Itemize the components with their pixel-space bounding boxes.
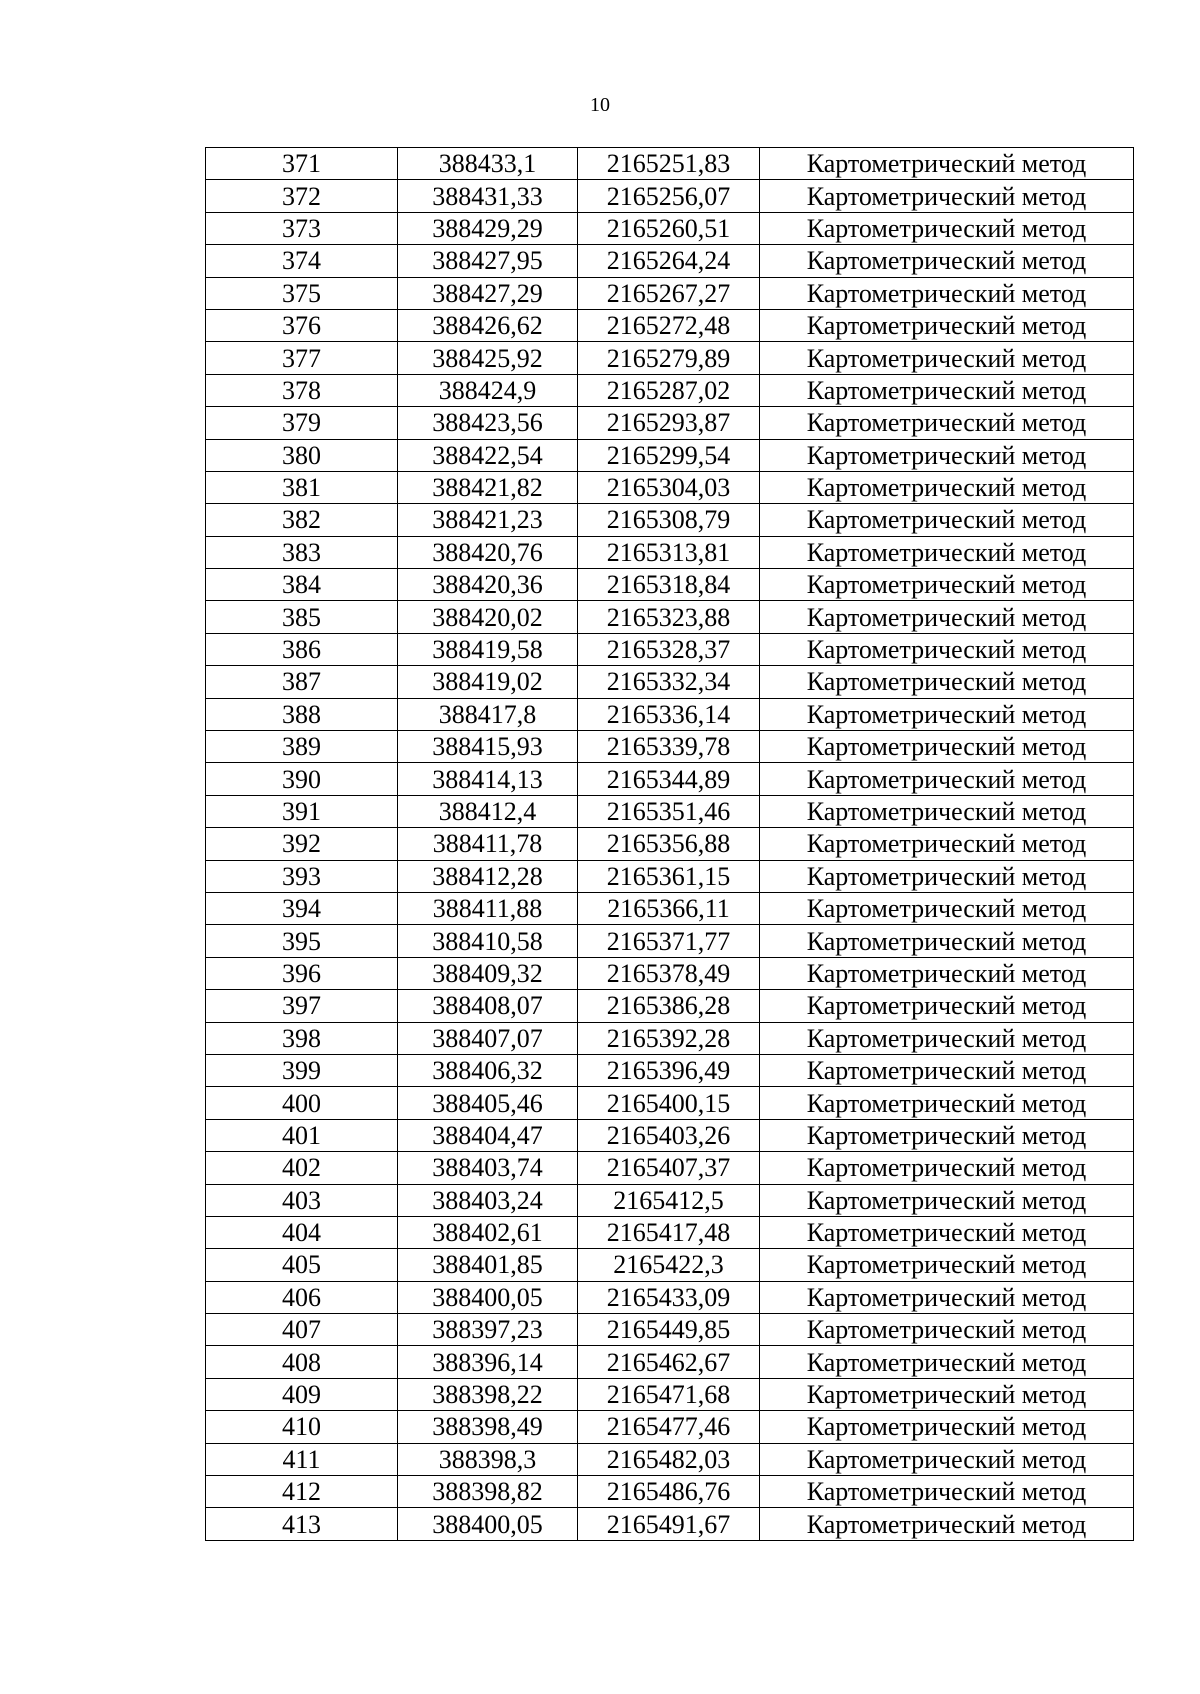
x-coordinate-cell: 388398,82 [398, 1476, 578, 1508]
y-coordinate-cell: 2165308,79 [578, 504, 760, 536]
x-coordinate-cell: 388403,74 [398, 1152, 578, 1184]
x-coordinate-cell: 388398,49 [398, 1411, 578, 1443]
table-row [206, 407, 1134, 439]
x-coordinate-cell: 388406,32 [398, 1054, 578, 1086]
point-number-cell: 371 [206, 148, 398, 180]
point-number-cell: 375 [206, 277, 398, 309]
table-row [206, 990, 1134, 1022]
x-coordinate-cell: 388420,02 [398, 601, 578, 633]
method-cell: Картометрический метод [760, 633, 1134, 665]
point-number-cell: 400 [206, 1087, 398, 1119]
point-number-cell: 396 [206, 957, 398, 989]
point-number-cell: 377 [206, 342, 398, 374]
point-number-cell: 390 [206, 763, 398, 795]
method-cell: Картометрический метод [760, 698, 1134, 730]
point-number-cell: 408 [206, 1346, 398, 1378]
x-coordinate-cell: 388403,24 [398, 1184, 578, 1216]
table-row [206, 1346, 1134, 1378]
method-cell: Картометрический метод [760, 504, 1134, 536]
point-number-cell: 397 [206, 990, 398, 1022]
point-number-cell: 409 [206, 1378, 398, 1410]
x-coordinate-cell: 388414,13 [398, 763, 578, 795]
table-row [206, 148, 1134, 180]
point-number-cell: 402 [206, 1152, 398, 1184]
x-coordinate-cell: 388419,58 [398, 633, 578, 665]
y-coordinate-cell: 2165386,28 [578, 990, 760, 1022]
method-cell: Картометрический метод [760, 601, 1134, 633]
method-cell: Картометрический метод [760, 1152, 1134, 1184]
x-coordinate-cell: 388424,9 [398, 374, 578, 406]
table-row [206, 1216, 1134, 1248]
point-number-cell: 394 [206, 892, 398, 924]
table-row [206, 731, 1134, 763]
method-cell: Картометрический метод [760, 1184, 1134, 1216]
y-coordinate-cell: 2165412,5 [578, 1184, 760, 1216]
coordinates-table-body [206, 148, 1134, 1541]
table-row [206, 245, 1134, 277]
table-row [206, 471, 1134, 503]
y-coordinate-cell: 2165433,09 [578, 1281, 760, 1313]
y-coordinate-cell: 2165264,24 [578, 245, 760, 277]
point-number-cell: 385 [206, 601, 398, 633]
y-coordinate-cell: 2165407,37 [578, 1152, 760, 1184]
point-number-cell: 387 [206, 666, 398, 698]
coordinates-table [205, 147, 1134, 1541]
table-row [206, 601, 1134, 633]
method-cell: Картометрический метод [760, 569, 1134, 601]
method-cell: Картометрический метод [760, 795, 1134, 827]
table-row [206, 1411, 1134, 1443]
point-number-cell: 407 [206, 1314, 398, 1346]
x-coordinate-cell: 388419,02 [398, 666, 578, 698]
x-coordinate-cell: 388410,58 [398, 925, 578, 957]
x-coordinate-cell: 388433,1 [398, 148, 578, 180]
point-number-cell: 382 [206, 504, 398, 536]
method-cell: Картометрический метод [760, 860, 1134, 892]
point-number-cell: 412 [206, 1476, 398, 1508]
table-row [206, 374, 1134, 406]
y-coordinate-cell: 2165449,85 [578, 1314, 760, 1346]
x-coordinate-cell: 388400,05 [398, 1508, 578, 1540]
y-coordinate-cell: 2165417,48 [578, 1216, 760, 1248]
point-number-cell: 399 [206, 1054, 398, 1086]
x-coordinate-cell: 388415,93 [398, 731, 578, 763]
y-coordinate-cell: 2165279,89 [578, 342, 760, 374]
method-cell: Картометрический метод [760, 536, 1134, 568]
table-row [206, 569, 1134, 601]
table-row [206, 1119, 1134, 1151]
table-row [206, 1443, 1134, 1475]
table-row [206, 666, 1134, 698]
y-coordinate-cell: 2165351,46 [578, 795, 760, 827]
point-number-cell: 384 [206, 569, 398, 601]
table-row [206, 795, 1134, 827]
point-number-cell: 391 [206, 795, 398, 827]
point-number-cell: 376 [206, 309, 398, 341]
y-coordinate-cell: 2165267,27 [578, 277, 760, 309]
method-cell: Картометрический метод [760, 925, 1134, 957]
table-row [206, 1087, 1134, 1119]
method-cell: Картометрический метод [760, 892, 1134, 924]
method-cell: Картометрический метод [760, 990, 1134, 1022]
point-number-cell: 373 [206, 212, 398, 244]
y-coordinate-cell: 2165361,15 [578, 860, 760, 892]
point-number-cell: 380 [206, 439, 398, 471]
table-row [206, 1184, 1134, 1216]
method-cell: Картометрический метод [760, 1476, 1134, 1508]
y-coordinate-cell: 2165356,88 [578, 828, 760, 860]
method-cell: Картометрический метод [760, 1119, 1134, 1151]
table-row [206, 1508, 1134, 1540]
table-row [206, 698, 1134, 730]
method-cell: Картометрический метод [760, 1216, 1134, 1248]
method-cell: Картометрический метод [760, 277, 1134, 309]
table-row [206, 1054, 1134, 1086]
point-number-cell: 406 [206, 1281, 398, 1313]
point-number-cell: 398 [206, 1022, 398, 1054]
table-row [206, 860, 1134, 892]
method-cell: Картометрический метод [760, 245, 1134, 277]
method-cell: Картометрический метод [760, 1087, 1134, 1119]
y-coordinate-cell: 2165486,76 [578, 1476, 760, 1508]
method-cell: Картометрический метод [760, 1411, 1134, 1443]
x-coordinate-cell: 388429,29 [398, 212, 578, 244]
method-cell: Картометрический метод [760, 1281, 1134, 1313]
method-cell: Картометрический метод [760, 471, 1134, 503]
y-coordinate-cell: 2165299,54 [578, 439, 760, 471]
method-cell: Картометрический метод [760, 1346, 1134, 1378]
x-coordinate-cell: 388402,61 [398, 1216, 578, 1248]
method-cell: Картометрический метод [760, 666, 1134, 698]
method-cell: Картометрический метод [760, 957, 1134, 989]
method-cell: Картометрический метод [760, 148, 1134, 180]
table-row [206, 892, 1134, 924]
method-cell: Картометрический метод [760, 1314, 1134, 1346]
x-coordinate-cell: 388411,78 [398, 828, 578, 860]
table-row [206, 957, 1134, 989]
y-coordinate-cell: 2165293,87 [578, 407, 760, 439]
x-coordinate-cell: 388420,76 [398, 536, 578, 568]
table-row [206, 1476, 1134, 1508]
y-coordinate-cell: 2165256,07 [578, 180, 760, 212]
table-row [206, 633, 1134, 665]
y-coordinate-cell: 2165251,83 [578, 148, 760, 180]
point-number-cell: 386 [206, 633, 398, 665]
table-row [206, 1314, 1134, 1346]
method-cell: Картометрический метод [760, 374, 1134, 406]
y-coordinate-cell: 2165366,11 [578, 892, 760, 924]
y-coordinate-cell: 2165287,02 [578, 374, 760, 406]
table-row [206, 828, 1134, 860]
table-row [206, 180, 1134, 212]
point-number-cell: 388 [206, 698, 398, 730]
table-row [206, 1378, 1134, 1410]
y-coordinate-cell: 2165471,68 [578, 1378, 760, 1410]
point-number-cell: 405 [206, 1249, 398, 1281]
point-number-cell: 378 [206, 374, 398, 406]
x-coordinate-cell: 388421,82 [398, 471, 578, 503]
point-number-cell: 395 [206, 925, 398, 957]
y-coordinate-cell: 2165304,03 [578, 471, 760, 503]
y-coordinate-cell: 2165272,48 [578, 309, 760, 341]
table-row [206, 212, 1134, 244]
point-number-cell: 404 [206, 1216, 398, 1248]
method-cell: Картометрический метод [760, 1378, 1134, 1410]
y-coordinate-cell: 2165378,49 [578, 957, 760, 989]
x-coordinate-cell: 388397,23 [398, 1314, 578, 1346]
point-number-cell: 410 [206, 1411, 398, 1443]
y-coordinate-cell: 2165482,03 [578, 1443, 760, 1475]
table-row [206, 277, 1134, 309]
y-coordinate-cell: 2165332,34 [578, 666, 760, 698]
table-row [206, 504, 1134, 536]
y-coordinate-cell: 2165422,3 [578, 1249, 760, 1281]
method-cell: Картометрический метод [760, 212, 1134, 244]
x-coordinate-cell: 388431,33 [398, 180, 578, 212]
y-coordinate-cell: 2165491,67 [578, 1508, 760, 1540]
x-coordinate-cell: 388408,07 [398, 990, 578, 1022]
method-cell: Картометрический метод [760, 1054, 1134, 1086]
method-cell: Картометрический метод [760, 828, 1134, 860]
y-coordinate-cell: 2165260,51 [578, 212, 760, 244]
method-cell: Картометрический метод [760, 763, 1134, 795]
y-coordinate-cell: 2165323,88 [578, 601, 760, 633]
method-cell: Картометрический метод [760, 1249, 1134, 1281]
point-number-cell: 379 [206, 407, 398, 439]
x-coordinate-cell: 388398,22 [398, 1378, 578, 1410]
method-cell: Картометрический метод [760, 342, 1134, 374]
y-coordinate-cell: 2165403,26 [578, 1119, 760, 1151]
point-number-cell: 389 [206, 731, 398, 763]
y-coordinate-cell: 2165400,15 [578, 1087, 760, 1119]
x-coordinate-cell: 388427,95 [398, 245, 578, 277]
y-coordinate-cell: 2165477,46 [578, 1411, 760, 1443]
y-coordinate-cell: 2165462,67 [578, 1346, 760, 1378]
x-coordinate-cell: 388425,92 [398, 342, 578, 374]
table-row [206, 342, 1134, 374]
y-coordinate-cell: 2165371,77 [578, 925, 760, 957]
point-number-cell: 392 [206, 828, 398, 860]
method-cell: Картометрический метод [760, 731, 1134, 763]
method-cell: Картометрический метод [760, 180, 1134, 212]
x-coordinate-cell: 388404,47 [398, 1119, 578, 1151]
point-number-cell: 383 [206, 536, 398, 568]
point-number-cell: 403 [206, 1184, 398, 1216]
table-row [206, 1281, 1134, 1313]
y-coordinate-cell: 2165396,49 [578, 1054, 760, 1086]
point-number-cell: 413 [206, 1508, 398, 1540]
method-cell: Картометрический метод [760, 1508, 1134, 1540]
table-row [206, 925, 1134, 957]
method-cell: Картометрический метод [760, 309, 1134, 341]
y-coordinate-cell: 2165392,28 [578, 1022, 760, 1054]
table-row [206, 536, 1134, 568]
method-cell: Картометрический метод [760, 1443, 1134, 1475]
y-coordinate-cell: 2165344,89 [578, 763, 760, 795]
x-coordinate-cell: 388396,14 [398, 1346, 578, 1378]
y-coordinate-cell: 2165336,14 [578, 698, 760, 730]
table-row [206, 1152, 1134, 1184]
x-coordinate-cell: 388409,32 [398, 957, 578, 989]
point-number-cell: 401 [206, 1119, 398, 1151]
x-coordinate-cell: 388412,4 [398, 795, 578, 827]
x-coordinate-cell: 388407,07 [398, 1022, 578, 1054]
x-coordinate-cell: 388423,56 [398, 407, 578, 439]
x-coordinate-cell: 388398,3 [398, 1443, 578, 1475]
method-cell: Картометрический метод [760, 1022, 1134, 1054]
x-coordinate-cell: 388417,8 [398, 698, 578, 730]
x-coordinate-cell: 388427,29 [398, 277, 578, 309]
point-number-cell: 393 [206, 860, 398, 892]
x-coordinate-cell: 388412,28 [398, 860, 578, 892]
table-row [206, 309, 1134, 341]
x-coordinate-cell: 388401,85 [398, 1249, 578, 1281]
x-coordinate-cell: 388400,05 [398, 1281, 578, 1313]
point-number-cell: 381 [206, 471, 398, 503]
x-coordinate-cell: 388426,62 [398, 309, 578, 341]
page-number: 10 [590, 94, 610, 116]
x-coordinate-cell: 388405,46 [398, 1087, 578, 1119]
x-coordinate-cell: 388421,23 [398, 504, 578, 536]
table-row [206, 1022, 1134, 1054]
y-coordinate-cell: 2165339,78 [578, 731, 760, 763]
table-row [206, 439, 1134, 471]
point-number-cell: 374 [206, 245, 398, 277]
point-number-cell: 411 [206, 1443, 398, 1475]
method-cell: Картометрический метод [760, 439, 1134, 471]
y-coordinate-cell: 2165328,37 [578, 633, 760, 665]
y-coordinate-cell: 2165313,81 [578, 536, 760, 568]
x-coordinate-cell: 388420,36 [398, 569, 578, 601]
method-cell: Картометрический метод [760, 407, 1134, 439]
table-row [206, 763, 1134, 795]
x-coordinate-cell: 388411,88 [398, 892, 578, 924]
y-coordinate-cell: 2165318,84 [578, 569, 760, 601]
point-number-cell: 372 [206, 180, 398, 212]
table-row [206, 1249, 1134, 1281]
x-coordinate-cell: 388422,54 [398, 439, 578, 471]
